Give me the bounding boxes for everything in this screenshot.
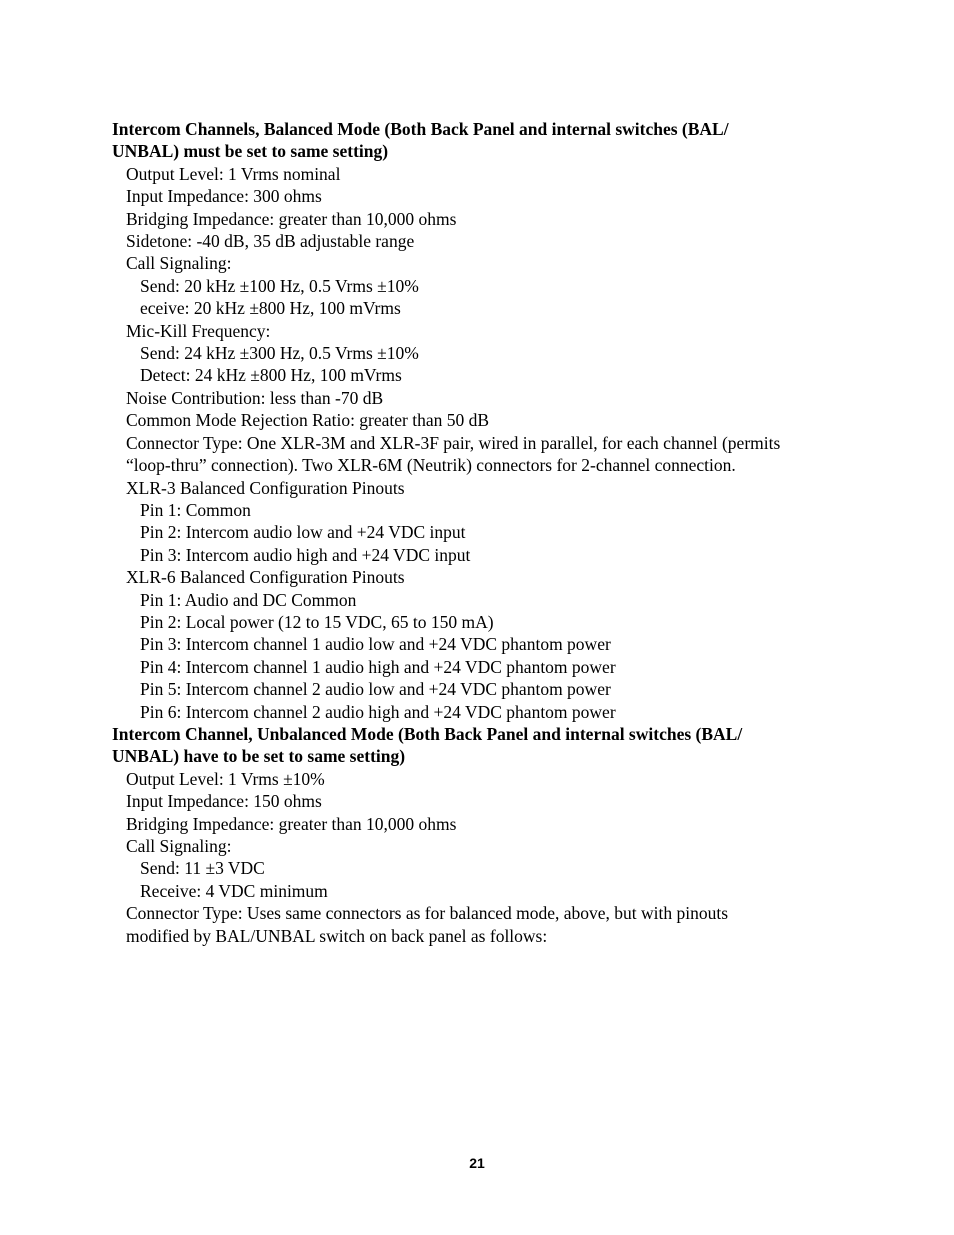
balanced-heading-line1: Intercom Channels, Balanced Mode (Both Back Panel and internal switches (BAL/ xyxy=(112,119,729,139)
unbalanced-call-send: Send: 11 ±3 VDC xyxy=(140,858,265,879)
balanced-mic-kill-detect: Detect: 24 kHz ±800 Hz, 100 mVrms xyxy=(140,365,402,386)
xlr6-pin-item: Pin 3: Intercom channel 1 audio low and +24 VDC phantom power xyxy=(140,634,611,655)
unbalanced-output-level: Output Level: 1 Vrms ±10% xyxy=(126,768,325,789)
balanced-bridging-impedance: Bridging Impedance: greater than 10,000 ohms xyxy=(126,208,457,229)
document-body xyxy=(112,118,842,947)
unbalanced-mode-section xyxy=(112,723,842,947)
balanced-call-send: Send: 20 kHz ±100 Hz, 0.5 Vrms ±10% xyxy=(140,275,419,296)
balanced-output-level: Output Level: 1 Vrms nominal xyxy=(126,163,341,184)
unbalanced-bridging-impedance: Bridging Impedance: greater than 10,000 ohms xyxy=(126,813,457,834)
xlr3-pin-item: Pin 1: Common xyxy=(140,499,251,520)
xlr6-pin-item: Pin 2: Local power (12 to 15 VDC, 65 to 150 mA) xyxy=(140,611,494,632)
xlr6-pin-item: Pin 5: Intercom channel 2 audio low and +24 VDC phantom power xyxy=(140,679,611,700)
xlr6-pin-item: Pin 6: Intercom channel 2 audio high and +24 VDC phantom power xyxy=(140,701,616,722)
unbalanced-connector-line2: modified by BAL/UNBAL switch on back panel as follows: xyxy=(126,925,548,946)
unbalanced-heading-line1: Intercom Channel, Unbalanced Mode (Both Back Panel and internal switches (BAL/ xyxy=(112,723,743,744)
unbalanced-call-receive: Receive: 4 VDC minimum xyxy=(140,880,328,901)
balanced-call-signaling: Call Signaling: xyxy=(126,253,232,274)
unbalanced-connector-line1: Connector Type: Uses same connectors as for balanced mode, above, but with pinouts xyxy=(126,903,729,924)
balanced-connector-line1: Connector Type: One XLR-3M and XLR-3F pair, wired in parallel, for each channel (permits xyxy=(126,432,781,453)
unbalanced-call-signaling: Call Signaling: xyxy=(126,836,232,856)
balanced-mode-section xyxy=(112,118,842,723)
unbalanced-input-impedance: Input Impedance: 150 ohms xyxy=(126,791,322,812)
balanced-sidetone: Sidetone: -40 dB, 35 dB adjustable range xyxy=(126,231,415,252)
unbalanced-heading-line2: UNBAL) have to be set to same setting) xyxy=(112,746,406,767)
xlr6-pin-item: Pin 1: Audio and DC Common xyxy=(140,589,357,610)
balanced-noise: Noise Contribution: less than -70 dB xyxy=(126,387,384,408)
balanced-mic-kill: Mic-Kill Frequency: xyxy=(126,320,271,341)
xlr6-title: XLR-6 Balanced Configuration Pinouts xyxy=(126,567,405,588)
balanced-mic-kill-send: Send: 24 kHz ±300 Hz, 0.5 Vrms ±10% xyxy=(140,343,419,364)
balanced-call-receive: eceive: 20 kHz ±800 Hz, 100 mVrms xyxy=(140,298,401,319)
page-number: 21 xyxy=(469,1155,485,1171)
balanced-input-impedance: Input Impedance: 300 ohms xyxy=(126,186,322,207)
balanced-cmrr: Common Mode Rejection Ratio: greater than 50 dB xyxy=(126,410,490,431)
xlr3-pin-item: Pin 2: Intercom audio low and +24 VDC input xyxy=(140,522,466,543)
balanced-connector-line2: “loop-thru” connection). Two XLR-6M (Neutrik) connectors for 2-channel connection. xyxy=(126,455,736,476)
xlr6-pin-item: Pin 4: Intercom channel 1 audio high and +24 VDC phantom power xyxy=(140,656,616,677)
xlr3-title: XLR-3 Balanced Configuration Pinouts xyxy=(126,477,405,498)
xlr3-pin-item: Pin 3: Intercom audio high and +24 VDC input xyxy=(140,544,471,565)
balanced-heading-line2: UNBAL) must be set to same setting) xyxy=(112,141,389,162)
